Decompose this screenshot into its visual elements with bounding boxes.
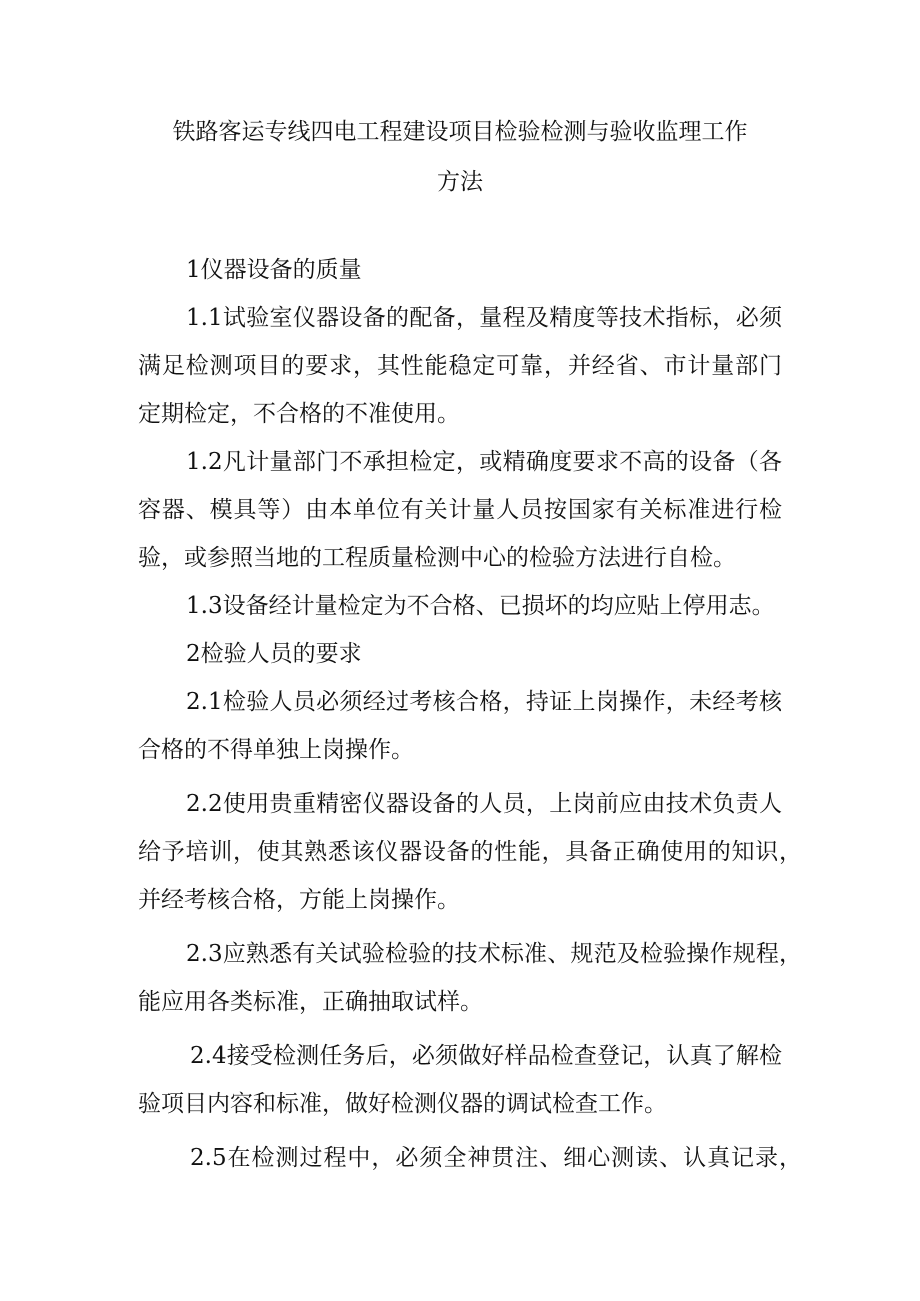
paragraph-2-4-line-1: 2.4接受检测任务后，必须做好样品检查登记，认真了解检 [190,1043,782,1069]
paragraph-1-1-line-2: 满足检测项目的要求，其性能稳定可靠，并经省、市计量部门 [138,353,782,379]
paragraph-1-2-line-3: 验，或参照当地的工程质量检测中心的检验方法进行自检。 [138,545,736,571]
section-heading-1: 1仪器设备的质量 [186,257,362,283]
paragraph-2-3-line-2: 能应用各类标准，正确抽取试样。 [138,989,483,1015]
document-title-line-1: 铁路客运专线四电工程建设项目检验检测与验收监理工作 [172,119,748,145]
paragraph-2-5-line-1: 2.5在检测过程中，必须全神贯注、细心测读、认真记录， [190,1145,802,1171]
paragraph-1-3-line-1: 1.3设备经计量检定为不合格、已损坏的均应贴上停用志。 [186,593,775,619]
paragraph-1-2-line-1: 1.2凡计量部门不承担检定，或精确度要求不高的设备（各 [186,449,782,475]
paragraph-1-2-line-2: 容器、模具等）由本单位有关计量人员按国家有关标准进行检 [138,497,782,523]
document-title-line-2: 方法 [437,169,483,195]
section-heading-2: 2检验人员的要求 [186,641,362,667]
paragraph-2-1-line-2: 合格的不得单独上岗操作。 [138,737,414,763]
paragraph-1-1-line-1: 1.1试验室仪器设备的配备，量程及精度等技术指标，必须 [186,305,782,331]
paragraph-2-2-line-2: 给予培训，使其熟悉该仪器设备的性能，具备正确使用的知识， [138,839,802,865]
paragraph-2-4-line-2: 验项目内容和标准，做好检测仪器的调试检查工作。 [138,1091,667,1117]
paragraph-1-1-line-3: 定期检定，不合格的不准使用。 [138,401,460,427]
paragraph-2-2-line-1: 2.2使用贵重精密仪器设备的人员，上岗前应由技术负责人 [186,791,782,817]
paragraph-2-3-line-1: 2.3应熟悉有关试验检验的技术标准、规范及检验操作规程， [186,941,802,967]
paragraph-2-1-line-1: 2.1检验人员必须经过考核合格，持证上岗操作，未经考核 [186,689,782,715]
paragraph-2-2-line-3: 并经考核合格，方能上岗操作。 [138,887,460,913]
